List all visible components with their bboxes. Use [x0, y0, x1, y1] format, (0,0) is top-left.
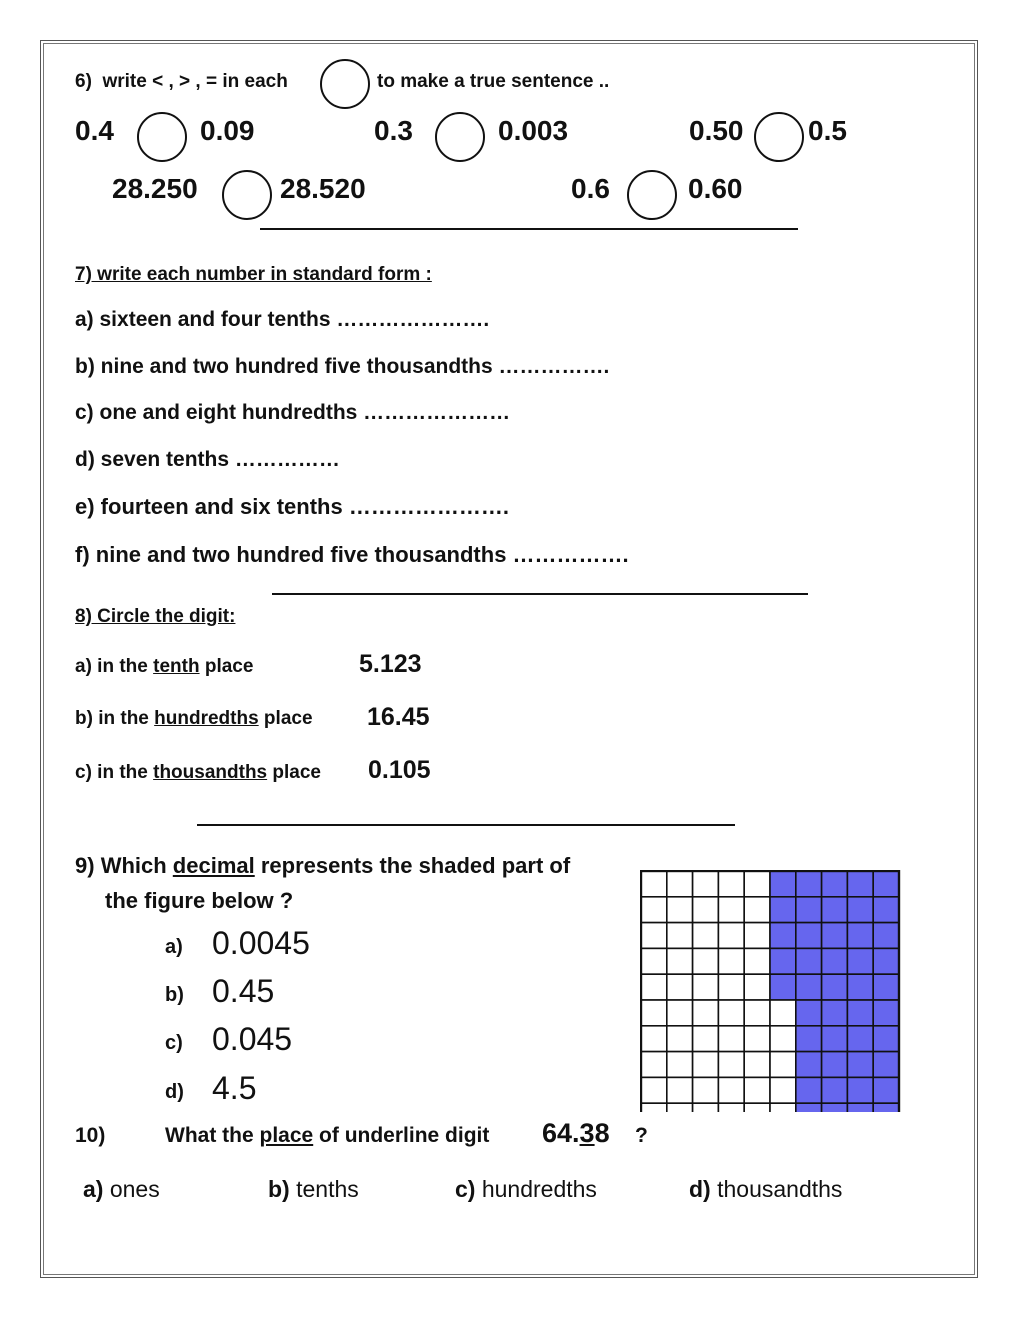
- grid-cell: [718, 897, 744, 923]
- grid-cell-shaded: [796, 1000, 822, 1026]
- hundred-grid-figure: [640, 870, 902, 1112]
- grid-cell-shaded: [847, 974, 873, 1000]
- q6-pair1-answer-circle[interactable]: [137, 112, 187, 162]
- grid-cell-shaded: [873, 897, 899, 923]
- grid-cell-shaded: [847, 1077, 873, 1103]
- grid-cell-shaded: [796, 923, 822, 949]
- q10-question: [165, 1124, 489, 1148]
- q8-title: 8) Circle the digit:: [75, 606, 236, 627]
- grid-cell: [718, 871, 744, 897]
- q10-answer-d[interactable]: [689, 1176, 842, 1203]
- grid-cell-shaded: [822, 1052, 848, 1078]
- q10-number-value: [542, 1118, 610, 1149]
- q7-title: 7) write each number in standard form :: [75, 264, 432, 285]
- grid-cell: [693, 923, 719, 949]
- grid-cell-shaded: [847, 1026, 873, 1052]
- grid-cell-shaded: [822, 923, 848, 949]
- grid-cell-shaded: [873, 1000, 899, 1026]
- q6-pair2-answer-circle[interactable]: [435, 112, 485, 162]
- grid-cell: [667, 897, 693, 923]
- grid-cell: [718, 1103, 744, 1112]
- q9-option-d-value[interactable]: 4.5: [212, 1070, 257, 1106]
- grid-cell-shaded: [796, 1103, 822, 1112]
- grid-cell: [667, 1026, 693, 1052]
- q7-item-e: e) fourteen and six tenths ………………….: [75, 494, 509, 519]
- grid-cell: [641, 1077, 667, 1103]
- grid-cell-shaded: [822, 1103, 848, 1112]
- q9-option-b-value[interactable]: 0.45: [212, 973, 275, 1009]
- grid-cell: [693, 1077, 719, 1103]
- grid-cell: [744, 1077, 770, 1103]
- grid-cell-shaded: [847, 1000, 873, 1026]
- grid-cell: [667, 923, 693, 949]
- q8-item-b-number[interactable]: 16.45: [367, 703, 430, 731]
- q6-pair5-right: 0.60: [688, 173, 743, 204]
- grid-cell: [770, 1077, 796, 1103]
- q8-item-b-suffix: place: [258, 708, 313, 729]
- grid-cell-shaded: [873, 948, 899, 974]
- grid-cell: [770, 1052, 796, 1078]
- grid-cell-shaded: [796, 871, 822, 897]
- grid-cell: [667, 974, 693, 1000]
- q7-item-d: d) seven tenths ……………: [75, 448, 340, 471]
- grid-cell-shaded: [770, 948, 796, 974]
- q10-answer-c[interactable]: [455, 1176, 597, 1203]
- q10-answer-b[interactable]: [268, 1176, 359, 1203]
- q6-example-circle: [320, 59, 370, 109]
- q8-item-b: [75, 708, 313, 730]
- grid-cell: [718, 948, 744, 974]
- q10-answer-a[interactable]: [83, 1176, 160, 1203]
- q8-item-a-suffix: place: [199, 656, 254, 677]
- grid-cell-shaded: [847, 923, 873, 949]
- q6-pair3-right: 0.5: [808, 115, 847, 146]
- q8-item-c-prefix: c) in the: [75, 762, 154, 783]
- q6-pair2-left: 0.3: [374, 115, 413, 146]
- grid-cell-shaded: [847, 1103, 873, 1112]
- grid-cell-shaded: [873, 1077, 899, 1103]
- grid-cell: [718, 1052, 744, 1078]
- q10-q-underlined: place: [259, 1124, 314, 1147]
- grid-cell: [718, 974, 744, 1000]
- grid-cell-shaded: [873, 974, 899, 1000]
- grid-cell: [667, 1103, 693, 1112]
- grid-cell-shaded: [873, 1026, 899, 1052]
- q10-answer-b-text: tenths: [289, 1176, 359, 1202]
- q10-answer-b-letter: b): [268, 1176, 290, 1202]
- q10-number: 10): [75, 1124, 106, 1147]
- q8-item-a-number[interactable]: 5.123: [359, 650, 422, 678]
- q9-question-line1: [75, 853, 570, 879]
- grid-cell: [693, 1000, 719, 1026]
- grid-cell: [718, 1000, 744, 1026]
- q10-answer-a-text: ones: [103, 1176, 160, 1202]
- grid-cell: [667, 948, 693, 974]
- q6-pair3-left: 0.50: [689, 115, 744, 146]
- grid-cell: [641, 1103, 667, 1112]
- grid-cell-shaded: [770, 897, 796, 923]
- grid-cell-shaded: [822, 1077, 848, 1103]
- grid-cell: [667, 1000, 693, 1026]
- grid-cell: [744, 1000, 770, 1026]
- grid-cell-shaded: [796, 897, 822, 923]
- q6-pair5-answer-circle[interactable]: [627, 170, 677, 220]
- grid-cell: [641, 897, 667, 923]
- q9-option-d-letter: d): [165, 1081, 184, 1103]
- grid-cell-shaded: [847, 871, 873, 897]
- q9-q-after: represents the shaded part of: [254, 853, 571, 878]
- grid-cell: [744, 871, 770, 897]
- grid-cell: [667, 1077, 693, 1103]
- grid-cell-shaded: [796, 1026, 822, 1052]
- q6-pair4-left: 28.250: [112, 173, 198, 204]
- grid-cell: [641, 871, 667, 897]
- grid-cell: [744, 1052, 770, 1078]
- q9-number: 9): [75, 853, 95, 878]
- q6-number: 6): [75, 71, 92, 92]
- grid-cell-shaded: [796, 1052, 822, 1078]
- grid-cell: [693, 948, 719, 974]
- q9-option-a-letter: a): [165, 936, 183, 958]
- q8-item-c-suffix: place: [267, 762, 321, 783]
- grid-cell: [744, 948, 770, 974]
- grid-cell: [641, 1052, 667, 1078]
- q6-prompt: [75, 71, 288, 93]
- grid-cell: [693, 1103, 719, 1112]
- grid-cell-shaded: [847, 1052, 873, 1078]
- q10-answer-c-text: hundredths: [475, 1176, 597, 1202]
- q9-q-before: Which: [100, 853, 173, 878]
- q9-option-c-value[interactable]: 0.045: [212, 1021, 293, 1057]
- q8-item-c-number[interactable]: 0.105: [368, 756, 431, 784]
- q7-item-f: f) nine and two hundred five thousandths …………….: [75, 542, 629, 567]
- q10-question-mark: ?: [635, 1124, 648, 1147]
- q10-answer-d-text: thousandths: [710, 1176, 843, 1202]
- grid-cell: [693, 1026, 719, 1052]
- grid-cell: [641, 923, 667, 949]
- grid-cell-shaded: [873, 871, 899, 897]
- grid-cell-shaded: [822, 871, 848, 897]
- q8-item-c: [75, 762, 321, 784]
- q7-item-b: b) nine and two hundred five thousandths …………….: [75, 355, 610, 378]
- q6-pair4-right: 28.520: [280, 173, 366, 204]
- grid-cell-shaded: [770, 974, 796, 1000]
- grid-cell: [770, 1000, 796, 1026]
- q10-q-after: of underline digit: [313, 1124, 490, 1147]
- q10-num-rest: 8: [594, 1118, 610, 1148]
- grid-cell: [718, 923, 744, 949]
- q8-item-a-place: tenth: [153, 656, 200, 677]
- q9-option-a-value[interactable]: 0.0045: [212, 925, 310, 961]
- grid-cell-shaded: [873, 923, 899, 949]
- grid-cell: [693, 871, 719, 897]
- q8-item-c-place: thousandths: [153, 762, 268, 783]
- q6-pair1-right: 0.09: [200, 115, 255, 146]
- grid-cell: [744, 1026, 770, 1052]
- q9-option-c-letter: c): [165, 1032, 183, 1054]
- grid-cell: [744, 974, 770, 1000]
- grid-cell-shaded: [822, 948, 848, 974]
- grid-cell-shaded: [822, 974, 848, 1000]
- grid-cell: [641, 1000, 667, 1026]
- q9-option-b-letter: b): [165, 984, 184, 1006]
- grid-cell: [693, 1052, 719, 1078]
- grid-cell: [641, 974, 667, 1000]
- grid-cell: [718, 1026, 744, 1052]
- grid-cell: [693, 974, 719, 1000]
- grid-cell: [770, 1103, 796, 1112]
- grid-cell-shaded: [847, 897, 873, 923]
- grid-cell-shaded: [847, 948, 873, 974]
- q6-pair2-right: 0.003: [498, 115, 569, 146]
- q8-item-b-prefix: b) in the: [75, 708, 155, 729]
- q10-answer-c-letter: c): [455, 1176, 476, 1202]
- section-divider: [260, 228, 798, 230]
- grid-cell: [744, 1103, 770, 1112]
- grid-cell: [641, 948, 667, 974]
- q7-item-c: c) one and eight hundredths …………………: [75, 401, 511, 424]
- section-divider: [197, 824, 735, 826]
- q10-answer-d-letter: d): [689, 1176, 711, 1202]
- q9-question-line2: the figure below ?: [105, 888, 294, 913]
- q6-pair3-answer-circle[interactable]: [754, 112, 804, 162]
- grid-cell: [718, 1077, 744, 1103]
- grid-cell-shaded: [796, 1077, 822, 1103]
- grid-cell-shaded: [796, 948, 822, 974]
- grid-cell-shaded: [770, 923, 796, 949]
- q6-pair5-left: 0.6: [571, 173, 610, 204]
- grid-cell-shaded: [822, 1000, 848, 1026]
- grid-cell-shaded: [822, 897, 848, 923]
- section-divider: [272, 593, 808, 595]
- grid-cell: [744, 923, 770, 949]
- q10-num-plain: 64.: [542, 1118, 580, 1148]
- q6-pair1-left: 0.4: [75, 115, 114, 146]
- q8-item-a: [75, 656, 253, 678]
- grid-cell: [641, 1026, 667, 1052]
- q6-prompt-after: to make a true sentence ..: [377, 71, 610, 92]
- q8-item-a-prefix: a) in the: [75, 656, 154, 677]
- q10-num-underlined-digit: 3: [579, 1118, 595, 1148]
- grid-cell-shaded: [822, 1026, 848, 1052]
- grid-cell-shaded: [796, 974, 822, 1000]
- grid-cell-shaded: [873, 1052, 899, 1078]
- q6-pair4-answer-circle[interactable]: [222, 170, 272, 220]
- q7-item-a: a) sixteen and four tenths ………………….: [75, 308, 490, 331]
- grid-cell: [693, 897, 719, 923]
- q10-answer-a-letter: a): [83, 1176, 104, 1202]
- grid-cell: [667, 871, 693, 897]
- q10-q-before: What the: [165, 1124, 260, 1147]
- q6-prompt-before: write < , > , = in each: [102, 71, 288, 92]
- grid-cell-shaded: [770, 871, 796, 897]
- grid-cell: [667, 1052, 693, 1078]
- grid-cell-shaded: [873, 1103, 899, 1112]
- q8-item-b-place: hundredths: [154, 708, 259, 729]
- grid-cell: [770, 1026, 796, 1052]
- grid-cell: [744, 897, 770, 923]
- q9-q-underlined: decimal: [172, 853, 255, 878]
